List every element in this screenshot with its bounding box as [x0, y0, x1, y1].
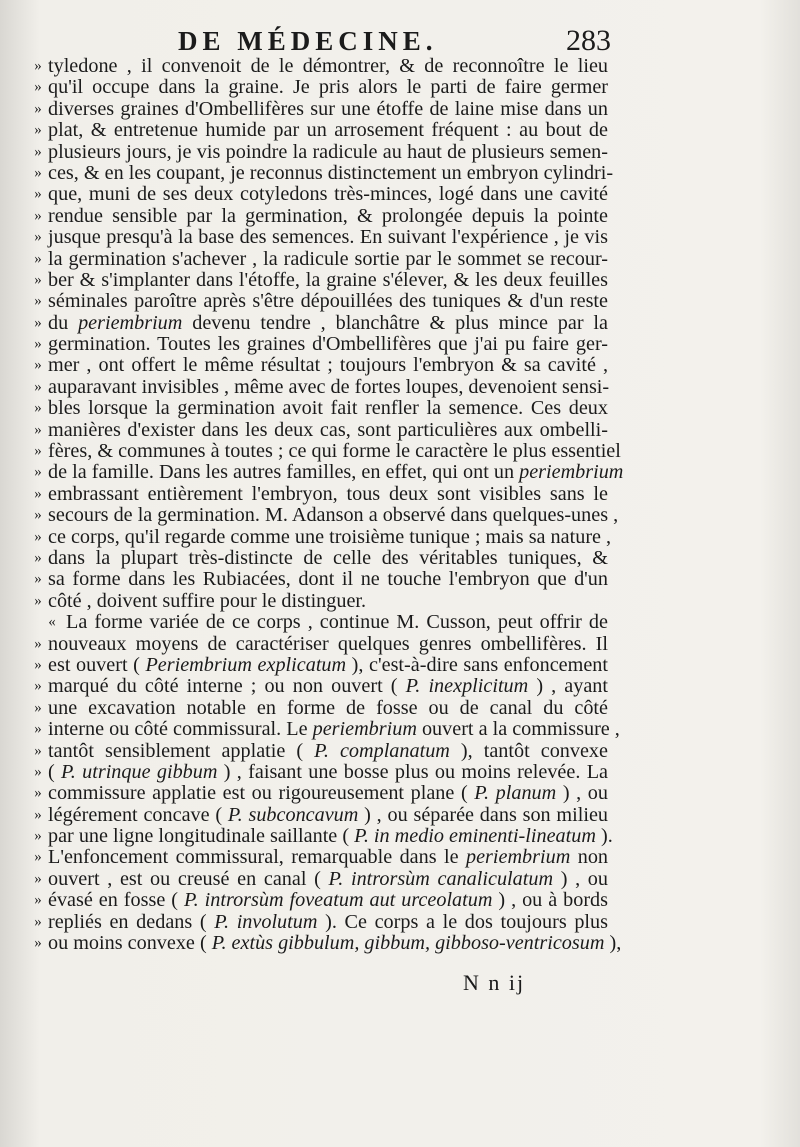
line-text-roman: une excavation notable en forme de fosse ou de canal du côté: [48, 696, 608, 719]
text-line: [0, 741, 800, 762]
text-line: [0, 99, 800, 120]
quote-mark: »: [34, 271, 42, 288]
line-text-roman: qu'il occupe dans la graine. Je pris alors le parti de faire germer: [48, 76, 608, 99]
quote-mark: »: [34, 421, 42, 438]
text-line: [0, 334, 800, 355]
quote-mark: »: [34, 870, 42, 887]
line-text-roman: ).: [595, 825, 613, 848]
quote-mark: »: [34, 357, 42, 374]
line-text-roman: secours de la germination. M. Adanson a observé dans quelques-unes ,: [48, 504, 619, 527]
text-line: [0, 612, 800, 633]
quote-mark: »: [34, 464, 42, 481]
text-line: [0, 762, 800, 783]
quote-mark: »: [34, 935, 42, 952]
signature-mark: N n ij: [463, 970, 526, 995]
line-text: [48, 698, 608, 719]
text-line: [0, 783, 800, 804]
text-line: [0, 655, 800, 676]
text-line: [0, 826, 800, 847]
line-text: [48, 398, 608, 419]
line-text: [48, 161, 614, 184]
line-text-roman: La forme variée de ce corps , continue M. Cusson, peut offrir de: [66, 611, 608, 634]
line-text-roman: germination. Toutes les graines d'Ombellifères que j'ai pu faire ger-: [48, 333, 608, 356]
quote-mark: »: [34, 400, 42, 417]
text-line: [0, 569, 800, 590]
line-text-roman: côté , doivent suffire pour le distinguer.: [48, 589, 367, 612]
quote-mark: »: [34, 849, 42, 866]
line-text-roman: par une ligne longitudinale saillante (: [48, 825, 355, 848]
line-text: [48, 270, 608, 291]
line-text: [66, 612, 608, 633]
line-text-roman: diverses graines d'Ombellifères sur une étoffe de laine mise dans un: [48, 97, 608, 120]
line-text-roman: ) , ou: [553, 867, 608, 890]
line-text-roman: rendue sensible par la germination, & prolongée depuis la pointe: [48, 204, 608, 227]
line-text-italic: P. introrsùm canaliculatum: [328, 867, 554, 890]
text-line: [0, 420, 800, 441]
line-text: [48, 77, 608, 98]
quote-mark: »: [34, 79, 42, 96]
line-text-roman: ce corps, qu'il regarde comme une troisième tunique ; mais sa nature ,: [48, 525, 612, 548]
line-text-italic: periembrium: [519, 461, 624, 484]
line-text-italic: P. complanatum: [314, 739, 450, 762]
line-text: [48, 184, 608, 205]
quote-mark: »: [34, 742, 42, 759]
text-line: [0, 505, 800, 526]
text-line: [0, 249, 800, 270]
quote-mark: »: [34, 763, 42, 780]
line-text: [48, 249, 608, 270]
line-text-roman: de la famille. Dans les autres familles, en effet, qui ont un: [48, 461, 520, 484]
line-text: [48, 805, 608, 826]
line-text-italic: P. inexplicitum: [405, 675, 529, 698]
text-line: [0, 548, 800, 569]
line-text-roman: ou moins convexe (: [48, 932, 212, 955]
line-text: [48, 741, 608, 762]
line-text-roman: dans la plupart très-distincte de celle des véritables tuniques, &: [48, 546, 608, 569]
line-text: [48, 120, 608, 141]
line-text: [48, 548, 608, 569]
line-text-roman: ces, & en les coupant, je reconnus distinctement un embryon cylindri-: [48, 161, 614, 184]
line-text: [48, 291, 608, 312]
line-text-roman: plusieurs jours, je vis poindre la radicule au haut de plusieurs semen-: [48, 140, 608, 163]
line-text-roman: évasé en fosse (: [48, 889, 184, 912]
text-line: [0, 398, 800, 419]
line-text: [48, 99, 608, 120]
line-text-roman: (: [48, 760, 62, 783]
line-text-roman: auparavant invisibles , même avec de fortes loupes, devenoient sensi-: [48, 375, 610, 398]
line-text-roman: la germination s'achever , la radicule sortie par le sommet se recour-: [48, 247, 608, 270]
line-text-italic: P. extùs gibbulum, gibbum, gibboso-ventricosum: [211, 932, 605, 955]
text-line: [0, 634, 800, 655]
text-line: [0, 142, 800, 163]
line-text-roman: est ouvert (: [48, 653, 146, 676]
line-text: [48, 890, 608, 911]
body-text: [0, 56, 800, 954]
line-text-roman: plat, & entretenue humide par un arrosement fréquent : au bout de: [48, 119, 608, 142]
line-text-italic: P. planum: [474, 782, 557, 805]
line-text: [48, 525, 612, 548]
line-text-roman: ) , ayant: [528, 675, 608, 698]
quote-mark: »: [34, 378, 42, 395]
line-text-roman: ). Ce corps a le dos toujours plus: [317, 910, 608, 933]
line-text-roman: ber & s'implanter dans l'étoffe, la graine s'élever, & les deux feuilles: [48, 268, 608, 291]
quote-mark: »: [34, 207, 42, 224]
line-text-roman: fères, & communes à toutes ; ce qui forme le caractère le plus essentiel: [48, 440, 621, 463]
line-text: [48, 762, 608, 783]
line-text-roman: ouvert a la commissure ,: [416, 718, 620, 741]
quote-mark: »: [34, 549, 42, 566]
line-text-italic: periembrium: [78, 311, 183, 334]
line-text: [48, 718, 620, 741]
quote-mark: »: [34, 913, 42, 930]
quote-mark: »: [34, 250, 42, 267]
running-title: DE MÉDECINE.: [178, 26, 438, 56]
line-text-roman: bles lorsque la germination avoit fait renfler la semence. Ces deux: [48, 397, 608, 420]
line-text-roman: séminales paroître après s'être dépouillées des tuniques & d'un reste: [48, 290, 608, 313]
text-line: [0, 869, 800, 890]
text-line: [0, 847, 800, 868]
line-text: [48, 634, 608, 655]
line-text-roman: marqué du côté interne ; ou non ouvert (: [48, 675, 406, 698]
line-text-roman: sa forme dans les Rubiacées, dont il ne touche l'embryon que d'un: [48, 568, 608, 591]
line-text-roman: ), tantôt convexe: [449, 739, 608, 762]
line-text: [48, 377, 608, 398]
text-line: [0, 184, 800, 205]
text-line: [0, 377, 800, 398]
text-line: [0, 484, 800, 505]
line-text: [48, 313, 608, 334]
line-text-roman: interne ou côté commissural. Le: [48, 718, 313, 741]
text-line: [0, 676, 800, 697]
quote-mark: »: [34, 892, 42, 909]
line-text-roman: ),: [604, 932, 622, 955]
page-number: 283: [566, 24, 611, 57]
line-text: [48, 56, 608, 77]
line-text: [48, 334, 608, 355]
quote-mark: »: [34, 721, 42, 738]
quote-mark: »: [34, 828, 42, 845]
line-text-italic: P. involutum: [214, 910, 318, 933]
line-text-roman: ), c'est-à-dire sans enfoncement: [346, 653, 608, 676]
text-line: [0, 270, 800, 291]
line-text-roman: du: [48, 311, 79, 334]
quote-mark: »: [34, 592, 42, 609]
text-line: [0, 120, 800, 141]
line-text-roman: ) , ou à bords: [492, 889, 608, 912]
text-line: [0, 291, 800, 312]
line-text-roman: devenu tendre , blanchâtre & plus mince par la: [182, 311, 609, 334]
quote-mark: »: [34, 336, 42, 353]
quote-mark: »: [34, 806, 42, 823]
text-line: [0, 805, 800, 826]
quote-mark: »: [34, 485, 42, 502]
quote-mark: »: [34, 100, 42, 117]
quote-mark: «: [48, 614, 56, 631]
quote-mark: »: [34, 58, 42, 74]
quote-mark: »: [34, 186, 42, 203]
quote-mark: »: [34, 507, 42, 524]
text-line: [0, 313, 800, 334]
line-text-roman: tyledone , il convenoit de le démontrer, & de reconnoître le lieu: [48, 55, 608, 77]
line-text-roman: mer , ont offert le même résultat ; toujours l'embryon & sa cavité ,: [48, 354, 608, 377]
line-text: [48, 206, 608, 227]
line-text-italic: periembrium: [466, 846, 571, 869]
line-text: [48, 783, 608, 804]
line-text-roman: légérement concave (: [48, 803, 228, 826]
text-line: [0, 890, 800, 911]
line-text-roman: nouveaux moyens de caractériser quelques genres ombellifères. Il: [48, 632, 608, 655]
text-line: [0, 591, 800, 612]
line-text: [48, 869, 608, 890]
text-line: [0, 163, 800, 184]
line-text: [48, 461, 624, 484]
text-line: [0, 355, 800, 376]
line-text-roman: manières d'exister dans les deux cas, sont particulières aux ombelli-: [48, 418, 608, 441]
line-text-roman: ) , ou séparée dans son milieu: [358, 803, 609, 826]
line-text-roman: commissure applatie est ou rigoureusement plane (: [48, 782, 475, 805]
text-line: [0, 698, 800, 719]
line-text-roman: ) , faisant une bosse plus ou moins relevée. La: [217, 760, 608, 783]
line-text-roman: jusque presqu'à la base des semences. En suivant l'expérience , je vis: [48, 226, 608, 249]
text-line: [0, 227, 800, 248]
quote-mark: »: [34, 164, 42, 181]
line-text: [48, 825, 613, 848]
line-text: [48, 440, 621, 463]
quote-mark: »: [34, 699, 42, 716]
line-text: [48, 484, 608, 505]
line-text: [48, 591, 608, 612]
quote-mark: »: [34, 293, 42, 310]
quote-mark: »: [34, 528, 42, 545]
line-text-italic: Periembrium explicatum: [145, 653, 347, 676]
line-text: [48, 847, 608, 868]
line-text: [48, 569, 608, 590]
text-line: [0, 206, 800, 227]
quote-mark: »: [34, 122, 42, 139]
line-text: [48, 912, 608, 933]
text-line: [0, 719, 800, 740]
page-header: [0, 24, 800, 58]
line-text-roman: L'enfoncement commissural, remarquable dans le: [48, 846, 466, 869]
line-text: [48, 932, 622, 955]
text-line: [0, 462, 800, 483]
line-text: [48, 227, 608, 248]
quote-mark: »: [34, 229, 42, 246]
line-text: [48, 420, 608, 441]
quote-mark: »: [34, 785, 42, 802]
line-text-roman: ouvert , est ou creusé en canal (: [48, 867, 329, 890]
text-line: [0, 933, 800, 954]
line-text: [48, 676, 608, 697]
quote-mark: »: [34, 656, 42, 673]
line-text-italic: P. utrinque gibbum: [61, 760, 218, 783]
line-text-italic: P. in medio eminenti-lineatum: [354, 825, 596, 848]
quote-mark: »: [34, 635, 42, 652]
line-text-roman: ) , ou: [556, 782, 608, 805]
quote-mark: »: [34, 678, 42, 695]
line-text: [48, 655, 608, 676]
quote-mark: »: [34, 143, 42, 160]
text-line: [0, 77, 800, 98]
quote-mark: »: [34, 314, 42, 331]
line-text-roman: repliés en dedans (: [48, 910, 215, 933]
line-text: [48, 355, 608, 376]
line-text: [48, 142, 608, 163]
text-line: [0, 527, 800, 548]
text-line: [0, 56, 800, 77]
line-text-roman: tantôt sensiblement applatie (: [48, 739, 315, 762]
line-text-italic: P. subconcavum: [227, 803, 359, 826]
line-text: [48, 504, 619, 527]
text-line: [0, 912, 800, 933]
quote-mark: »: [34, 571, 42, 588]
line-text-roman: que, muni de ses deux cotyledons très-minces, logé dans une cavité: [48, 183, 608, 206]
text-line: [0, 441, 800, 462]
line-text-roman: embrassant entièrement l'embryon, tous deux sont visibles sans le: [48, 482, 608, 505]
quote-mark: »: [34, 443, 42, 460]
line-text-roman: non: [570, 846, 608, 869]
line-text-italic: periembrium: [312, 718, 417, 741]
line-text-italic: P. introrsùm foveatum aut urceolatum: [183, 889, 493, 912]
